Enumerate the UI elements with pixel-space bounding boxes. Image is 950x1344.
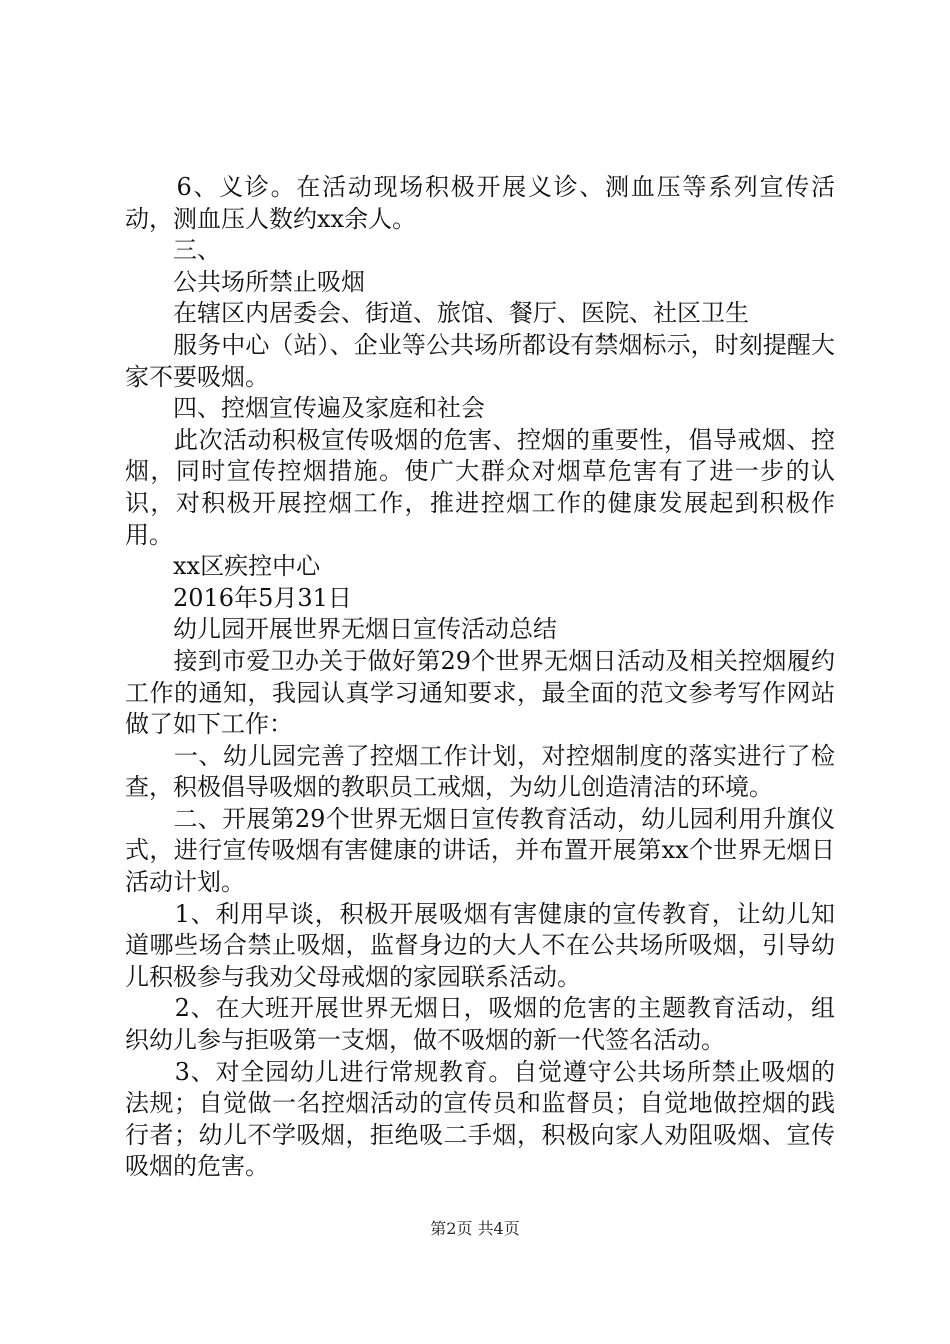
paragraph-sub-item-two: 2、在大班开展世界无烟日，吸烟的危害的主题教育活动，组织幼儿参与拒吸第一支烟，做不吸烟的新一代签名活动。 <box>125 994 835 1055</box>
paragraph-sub-item-three: 3、对全园幼儿进行常规教育。自觉遵守公共场所禁止吸烟的法规；自觉做一名控烟活动的宣传员和监督员；自觉地做控烟的践行者；幼儿不学吸烟，拒绝吸二手烟，积极向家人劝阻吸烟、宣传吸烟的危害。 <box>125 1057 835 1181</box>
paragraph-section-three-heading: 公共场所禁止吸烟 <box>125 267 365 296</box>
paragraph-sub-item-one: 1、利用早谈，积极开展吸烟有害健康的宣传教育，让幼儿知道哪些场合禁止吸烟，监督身边的大人不在公共场所吸烟，引导幼儿积极参与我劝父母戒烟的家园联系活动。 <box>125 899 835 991</box>
paragraph-kindergarten-item-one: 一、幼儿园完善了控烟工作计划，对控烟制度的落实进行了检查，积极倡导吸烟的教职员工戒烟，为幼儿创造清洁的环境。 <box>125 741 835 802</box>
page-footer <box>0 1216 950 1239</box>
paragraph-public-places-list: 在辖区内居委会、街道、旅馆、餐厅、医院、社区卫生 <box>125 299 749 328</box>
paragraph-no-smoking-signs: 服务中心（站）、企业等公共场所都设有禁烟标示，时刻提醒大家不要吸烟。 <box>125 330 835 391</box>
paragraph-kindergarten-intro: 接到市爱卫办关于做好第29个世界无烟日活动及相关控烟履约工作的通知，我园认真学习通知要求，最全面的范文参考写作网站做了如下工作： <box>125 646 835 739</box>
paragraph-kindergarten-title: 幼儿园开展世界无烟日宣传活动总结 <box>125 615 557 644</box>
paragraph-kindergarten-item-two: 二、开展第29个世界无烟日宣传教育活动，幼儿园利用升旗仪式，进行宣传吸烟有害健康的讲话，并布置开展第xx个世界无烟日活动计划。 <box>125 804 835 897</box>
paragraph-signature-date: 2016年5月31日 <box>125 583 352 612</box>
page-number-label: 第2页 共4页 <box>430 1219 520 1238</box>
paragraph-free-clinic: 6、义诊。在活动现场积极开展义诊、测血压等系列宣传活动，测血压人数约xx余人。 <box>125 173 835 233</box>
paragraph-campaign-summary: 此次活动积极宣传吸烟的危害、控烟的重要性，倡导戒烟、控烟，同时宣传控烟措施。使广大群众对烟草危害有了进一步的认识，对积极开展控烟工作，推进控烟工作的健康发展起到积极作用。 <box>125 425 835 549</box>
paragraph-signature-org: xx区疾控中心 <box>125 552 321 581</box>
document-body <box>125 172 835 1183</box>
paragraph-section-three-number: 三、 <box>125 236 221 265</box>
paragraph-section-four-heading: 四、控烟宣传遍及家庭和社会 <box>125 394 485 423</box>
